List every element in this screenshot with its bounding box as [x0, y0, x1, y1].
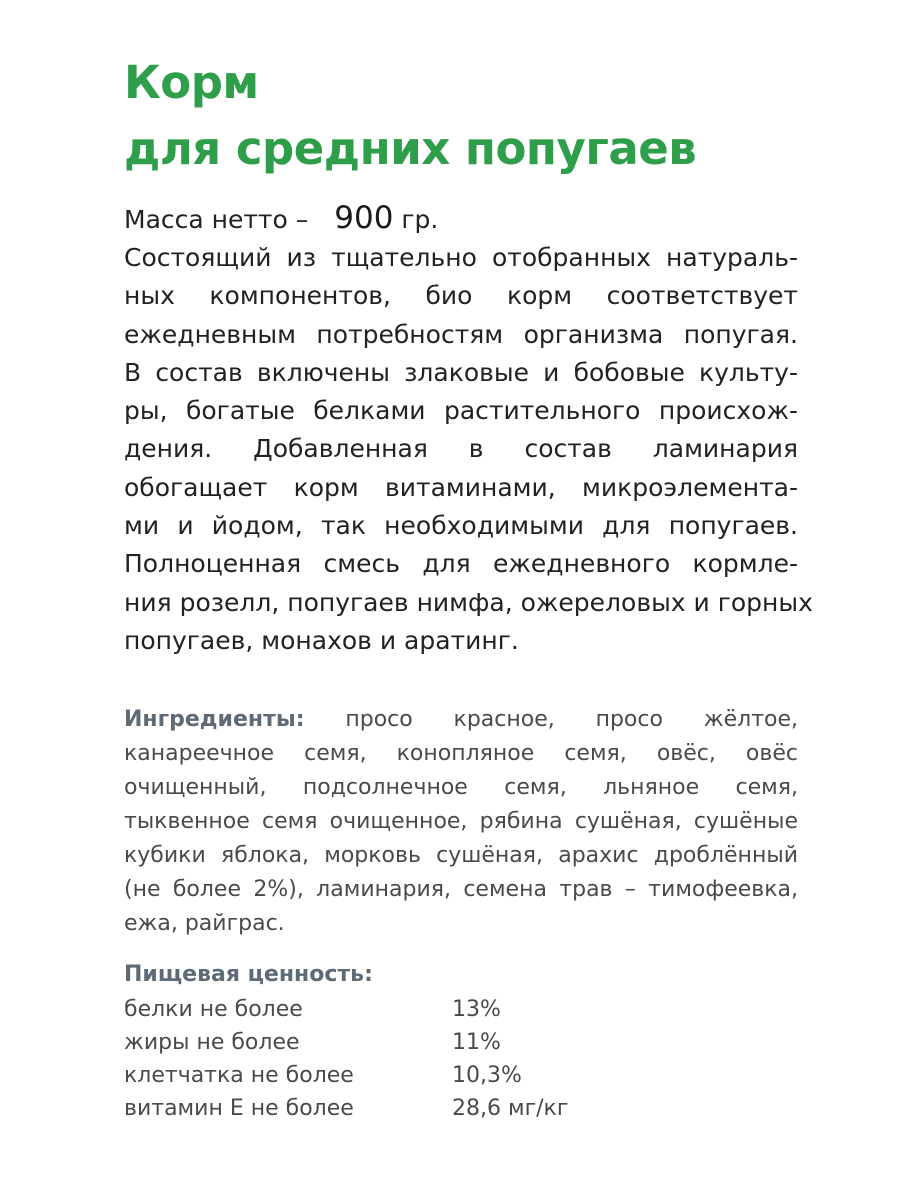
description-line: Состоящий из тщательно отобранных натураль- — [124, 243, 798, 272]
ingredients-line: тыквенное семя очищенное, рябина сушёная, сушёные — [124, 809, 798, 834]
product-title — [124, 50, 844, 182]
nutrient-value: 10,3% — [452, 1063, 522, 1088]
net-weight-value: 900 — [334, 200, 394, 236]
title-line-1: Корм — [124, 56, 259, 109]
description-line: ных компонентов, био корм соответствует — [124, 281, 798, 311]
ingredients-line: очищенный, подсолнечное семя, льняное семя, — [124, 775, 798, 800]
description-line: ми и йодом, так необходимыми для попугаев. — [124, 511, 798, 541]
description-line: попугаев, монахов и аратинг. — [124, 625, 519, 655]
ingredients-label: Ингредиенты: — [124, 707, 305, 732]
nutrition-row — [124, 1059, 798, 1092]
nutrient-name: витамин Е не более — [124, 1096, 354, 1121]
ingredients-first-line — [124, 703, 798, 737]
nutrition-row — [124, 1026, 798, 1059]
nutrient-name: клетчатка не более — [124, 1063, 354, 1088]
description-line: обогащает корм витаминами, микроэлемента- — [124, 472, 798, 502]
ingredients-line: канареечное семя, конопляное семя, овёс, овёс — [124, 741, 798, 766]
net-weight-unit: гр. — [401, 205, 439, 234]
nutrition-row — [124, 1092, 798, 1125]
description-line: Полноценная смесь для ежедневного кормле- — [124, 549, 798, 579]
ingredients-line: ежа, райграс. — [124, 911, 285, 936]
description-line: ния розелл, попугаев нимфа, ожереловых и горных — [124, 587, 813, 617]
product-description — [124, 239, 813, 660]
nutrient-value: 13% — [452, 997, 501, 1022]
nutrition-section — [124, 957, 798, 1125]
ingredients-section — [124, 703, 798, 941]
description-line: В состав включены злаковые и бобовые культу- — [124, 357, 798, 387]
description-line: дения. Добавленная в состав ламинария — [124, 434, 798, 464]
nutrition-heading: Пищевая ценность: — [124, 962, 373, 987]
net-weight-label: Масса нетто – — [124, 205, 309, 234]
ingredients-text: просо красное, просо жёлтое, — [304, 707, 798, 732]
nutrient-name: белки не более — [124, 997, 303, 1022]
description-line: ежедневным потребностям организма попугая. — [124, 319, 798, 349]
nutrient-value: 28,6 мг/кг — [452, 1096, 569, 1121]
title-line-2: для средних попугаев — [124, 122, 697, 175]
nutrient-value: 11% — [452, 1030, 501, 1055]
net-weight — [124, 193, 824, 245]
nutrition-row — [124, 993, 798, 1026]
nutrient-name: жиры не более — [124, 1030, 300, 1055]
ingredients-line: кубики яблока, морковь сушёная, арахис дроблённый — [124, 843, 798, 868]
ingredients-line: (не более 2%), ламинария, семена трав – тимофеевка, — [124, 877, 798, 902]
description-line: ры, богатые белками растительного происхож- — [124, 396, 798, 426]
